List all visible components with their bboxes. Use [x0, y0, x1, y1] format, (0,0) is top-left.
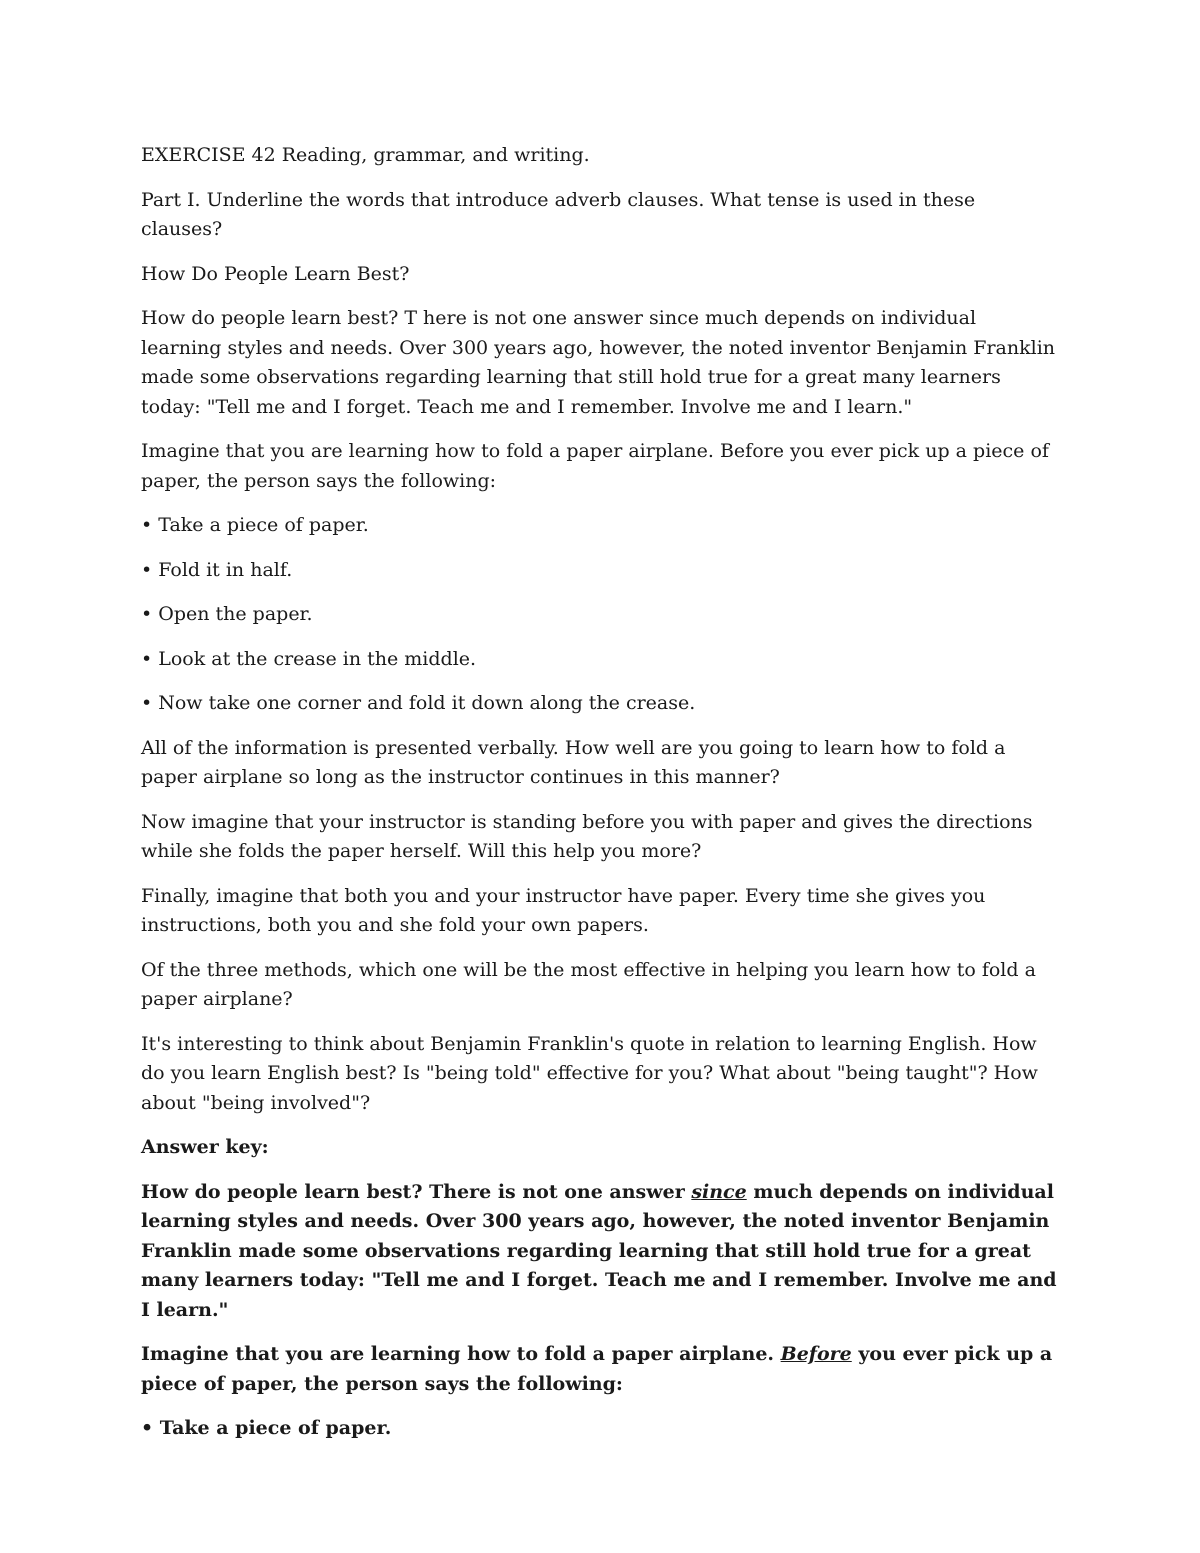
bullet-item: • Fold it in half.: [141, 558, 293, 581]
passage-paragraph: How do people learn best? T here is not one answer since much depends on individual learning styles and needs. Over 300 years ago, however, the noted inventor Benjamin Franklin made some observations regarding learning that still hold true for a great many learners today: "Tell me and I forget. Teach me and I remember. Involve me and I learn.": [141, 307, 1056, 418]
bullet-item: • Now take one corner and fold it down along the crease.: [141, 692, 696, 714]
passage-paragraph: Of the three methods, which one will be the most effective in helping you learn how to fold a paper airplane?: [141, 958, 1036, 1010]
reading-title: How Do People Learn Best?: [141, 262, 410, 285]
answer-key-paragraph: [141, 1340, 1059, 1399]
answer-text: Imagine that you are learning how to fold a paper airplane.: [141, 1343, 781, 1365]
passage-paragraph: Now imagine that your instructor is standing before you with paper and gives the directions while she folds the paper herself. Will this help you more?: [141, 810, 1033, 862]
bullet-item: • Take a piece of paper.: [141, 514, 369, 536]
bullet-item: • Open the paper.: [141, 603, 313, 625]
answer-key-bullet: • Take a piece of paper.: [141, 1417, 392, 1439]
document-body: [141, 141, 1059, 1459]
answer-text: much depends on individual learning styles and needs. Over 300 years ago, however, the noted inventor Benjamin Franklin made some observations regarding learning that still hold true for a great many learners today: "Tell me and I forget. Teach me and I remember. Involve me and I learn.": [141, 1180, 1057, 1321]
answer-key-paragraph: [141, 1178, 1059, 1326]
answer-text: How do people learn best? There is not one answer: [141, 1180, 692, 1203]
bullet-item: • Look at the crease in the middle.: [141, 647, 477, 670]
answer-key-heading: Answer key:: [141, 1136, 269, 1158]
passage-paragraph: Finally, imagine that both you and your instructor have paper. Every time she gives you instructions, both you and she fold your own papers.: [141, 884, 986, 936]
answer-text: you ever pick up a piece of paper, the person says the following:: [141, 1343, 1053, 1395]
passage-paragraph: It's interesting to think about Benjamin Franklin's quote in relation to learning English. How do you learn English best? Is "being told" effective for you? What about "being taught"? How about "being involved"?: [141, 1032, 1038, 1114]
passage-paragraph: All of the information is presented verbally. How well are you going to learn how to fold a paper airplane so long as the instructor continues in this manner?: [141, 736, 1006, 788]
passage-paragraph: Imagine that you are learning how to fold a paper airplane. Before you ever pick up a piece of paper, the person says the following:: [141, 440, 1049, 492]
adverb-clause-marker: Before: [780, 1343, 852, 1365]
instructions: Part I. Underline the words that introduce adverb clauses. What tense is used in these clauses?: [141, 188, 976, 240]
adverb-clause-marker: since: [691, 1180, 747, 1203]
exercise-title: EXERCISE 42 Reading, grammar, and writing.: [141, 144, 590, 166]
